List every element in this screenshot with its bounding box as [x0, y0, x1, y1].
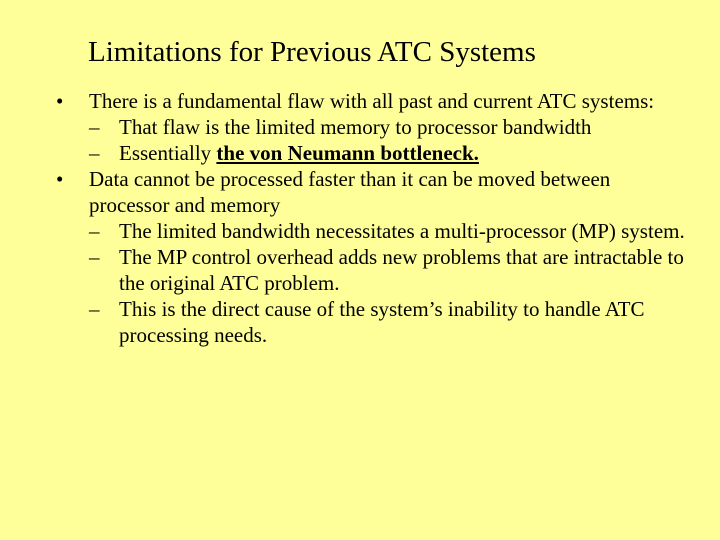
sub-bullet-item: [89, 244, 689, 296]
dash-marker: –: [89, 115, 100, 139]
sub-bullet-text: [119, 141, 479, 165]
dash-marker: –: [89, 245, 100, 269]
bullet-item: [56, 166, 689, 218]
sub-bullet-item: [89, 140, 689, 166]
bullet-marker: •: [56, 89, 64, 113]
bullet-text: There is a fundamental flaw with all past and current ATC systems:: [89, 89, 655, 113]
emphasized-term: the von Neumann bottleneck.: [216, 141, 479, 165]
bullet-item: [56, 88, 689, 114]
sub-bullet-item: [89, 114, 689, 140]
sub-bullet-text: The MP control overhead adds new problems that are intractable to the original ATC problem.: [119, 245, 684, 295]
sub-bullet-text-lead: Essentially: [119, 141, 217, 165]
slide-body: [0, 88, 720, 348]
dash-marker: –: [89, 297, 100, 321]
dash-marker: –: [89, 141, 100, 165]
sub-bullet-item: [89, 296, 689, 348]
bullet-text: Data cannot be processed faster than it can be moved between processor and memory: [89, 167, 611, 217]
bullet-marker: •: [56, 167, 64, 191]
sub-bullet-text: The limited bandwidth necessitates a multi-processor (MP) system.: [119, 219, 685, 243]
sub-bullet-text: That flaw is the limited memory to processor bandwidth: [119, 115, 592, 139]
slide-title: Limitations for Previous ATC Systems: [88, 36, 536, 68]
sub-bullet-text: This is the direct cause of the system’s inability to handle ATC processing needs.: [119, 297, 645, 347]
sub-bullet-item: [89, 218, 689, 244]
dash-marker: –: [89, 219, 100, 243]
